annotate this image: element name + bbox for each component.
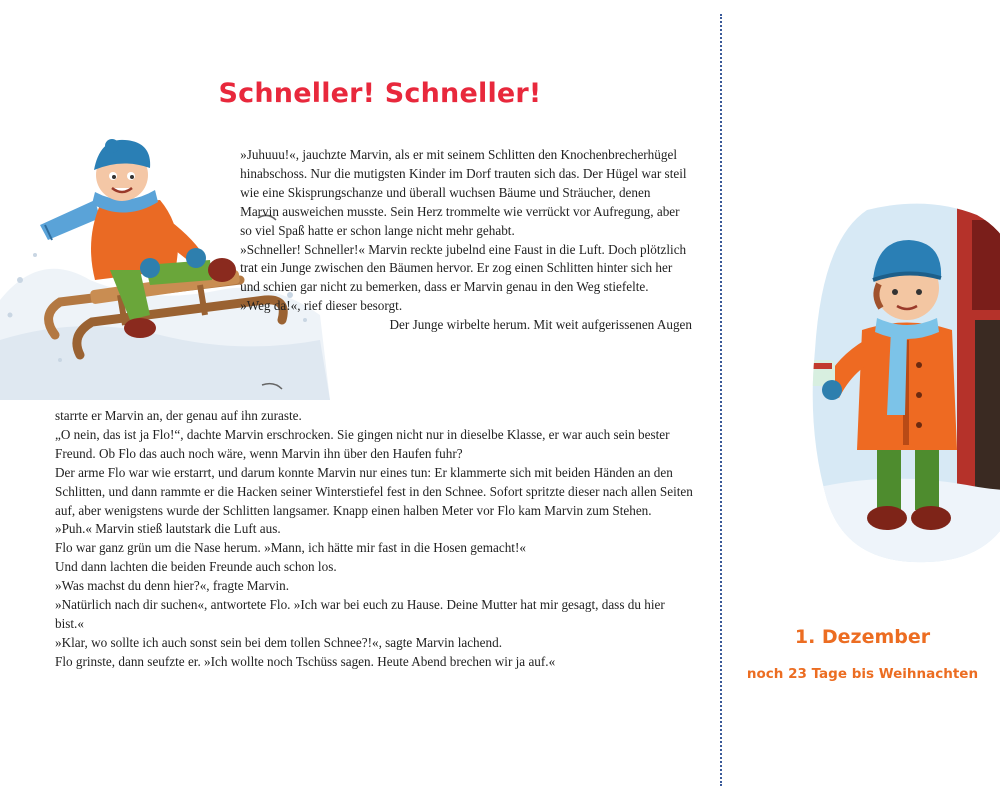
story-paragraph: Der Junge wirbelte herum. Mit weit aufgerissenen Augen [389,317,692,333]
story-paragraph: »Natürlich nach dir suchen«, antwortete Flo. »Ich war bei euch zu Hause. Deine Mutter hat mir gesagt, dass du hier bist.« [55,597,665,631]
story-paragraph: »Juhuuu!«, jauchzte Marvin, als er mit seinem Schlitten den Knochenbrecherhügel hinabschoss. Nur die mutigsten Kinder im Dorf trauten sich das. Der Hügel war steil wie eine Skisprungschanze und überall wuchsen Bäume und Sträucher, denen Marvin ausweichen musste. Sein Herz trommelte wie verrückt vor Aufregung, aber so viel Spaß hatte er schon lange nicht mehr gehabt. [240,147,687,238]
days-until-christmas: noch 23 Tage bis Weihnachten [746,666,979,682]
story-text-bottom [55,407,695,672]
page-divider [720,14,722,786]
calendar-date: 1. Dezember [794,626,931,648]
story-paragraph: »Puh.« Marvin stieß lautstark die Luft aus. [55,521,281,537]
story-paragraph: „O nein, das ist ja Flo!“, dachte Marvin erschrocken. Sie gingen nicht nur in dieselbe Klasse, er war auch sein bester Freund. Ob Flo das auch noch wäre, wenn Marvin ihn über den Haufen fuhr? [55,426,670,461]
story-paragraph: »Klar, wo sollte ich auch sonst sein bei dem tollen Schnee?!«, sagte Marvin lachend. [55,634,502,650]
right-page [725,0,1000,800]
story-paragraph: »Schneller! Schneller!« Marvin reckte jubelnd eine Faust in die Luft. Doch plötzlich trat ein Junge zwischen den Bäumen hervor. Er zog einen Schlitten hinter sich her und schien gar nicht zu bemerken, dass er Marvin genau in den Weg stiefelte. [240,241,687,295]
story-paragraph: »Weg da!«, rief dieser besorgt. [240,298,403,314]
story-paragraph: Der arme Flo war wie erstarrt, und darum konnte Marvin nur eines tun: Er klammerte sich mit beiden Händen an den Schlitten, und dann rammte er die Hacken seiner Winterstiefel fest in den Schnee. Sofort spritzte dieser nach allen Seiten auf, aber wenigstens wurde der Schlitten langsamer. Knapp einen halben Meter vor Flo kam Marvin zum Stehen. [55,464,693,518]
story-paragraph: Flo war ganz grün um die Nase herum. »Mann, ich hätte mir fast in die Hosen gemacht!« [55,540,526,556]
story-paragraph: »Was machst du denn hier?«, fragte Marvin. [55,578,290,594]
boy-with-cup-illustration [807,200,1000,570]
story-paragraph: Flo grinste, dann seufzte er. »Ich wollte noch Tschüss sagen. Heute Abend brechen wir ja auf.« [55,653,556,669]
story-paragraph: Und dann lachten die beiden Freunde auch schon los. [55,559,337,575]
story-text-top [240,146,692,396]
story-title: Schneller! Schneller! [218,78,542,109]
story-paragraph: starrte er Marvin an, der genau auf ihn zuraste. [55,408,302,423]
